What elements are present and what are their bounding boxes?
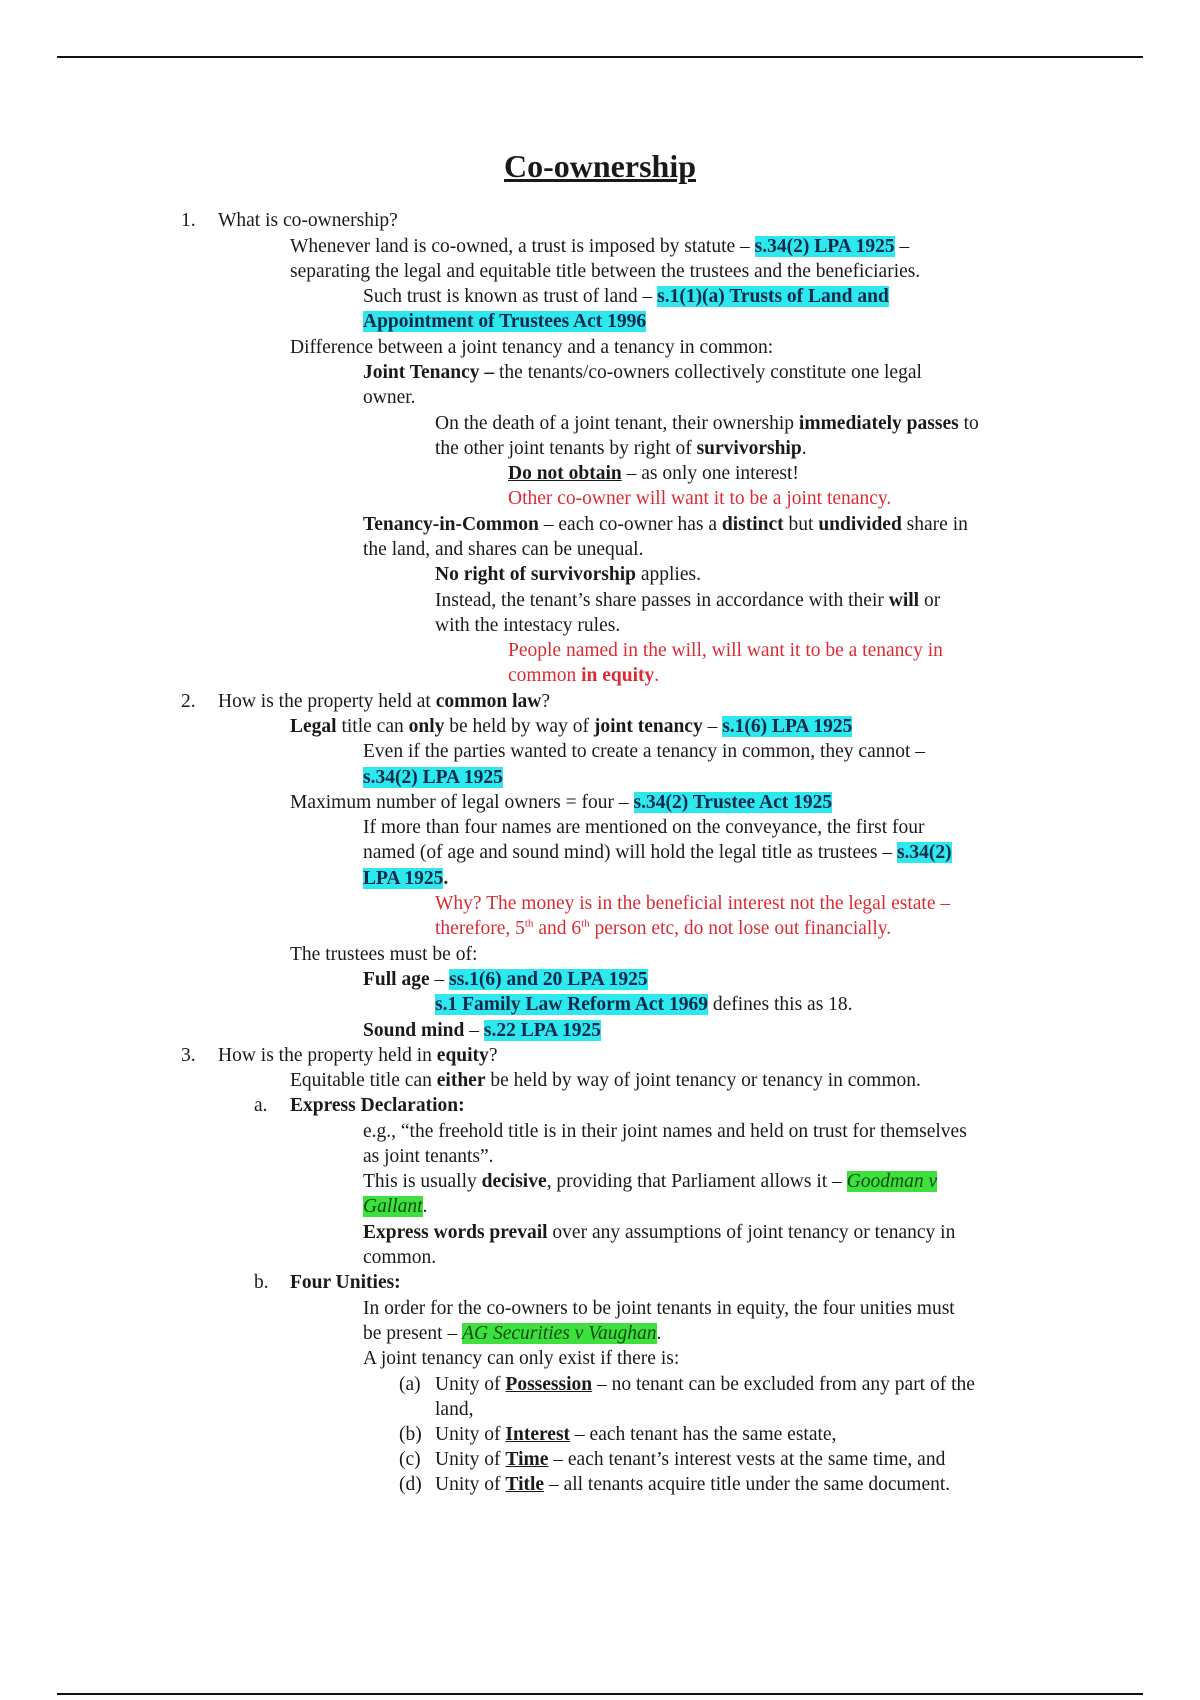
- list-marker: (d): [399, 1474, 422, 1495]
- term: Joint Tenancy –: [363, 362, 495, 383]
- paragraph: Even if the parties wanted to create a tenancy in common, they cannot –: [363, 741, 926, 762]
- paragraph: The trustees must be of:: [290, 944, 478, 965]
- paragraph: Joint Tenancy – the tenants/co-owners collectively constitute one legal: [363, 362, 922, 383]
- section-number: 2.: [181, 691, 196, 712]
- statute-ref: s.34(2): [896, 842, 952, 863]
- paragraph: This is usually decisive, providing that Parliament allows it – Goodman v: [363, 1171, 938, 1192]
- paragraph: Equitable title can either be held by way of joint tenancy or tenancy in common.: [290, 1070, 921, 1091]
- section-number: 3.: [181, 1045, 196, 1066]
- section-number: 1.: [181, 210, 196, 231]
- paragraph: Legal title can only be held by way of joint tenancy – s.1(6) LPA 1925: [290, 716, 853, 737]
- section-heading: How is the property held in equity?: [218, 1045, 498, 1066]
- red-note: Other co-owner will want it to be a joint tenancy.: [508, 488, 892, 509]
- paragraph: On the death of a joint tenant, their ownership immediately passes to: [435, 413, 979, 434]
- statute-ref: s.1(6) LPA 1925: [722, 716, 853, 737]
- paragraph: Full age – ss.1(6) and 20 LPA 1925: [363, 969, 648, 990]
- section-heading: How is the property held at common law?: [218, 691, 550, 712]
- paragraph: Express words prevail over any assumptions of joint tenancy or tenancy in: [363, 1222, 956, 1243]
- paragraph: with the intestacy rules.: [435, 615, 621, 636]
- paragraph: s.1 Family Law Reform Act 1969 defines this as 18.: [435, 994, 853, 1015]
- paragraph: be present – AG Securities v Vaughan.: [363, 1323, 662, 1344]
- statute-ref: s.22 LPA 1925: [483, 1020, 602, 1041]
- paragraph: A joint tenancy can only exist if there is:: [363, 1348, 680, 1369]
- statute-ref: s.1 Family Law Reform Act 1969: [435, 994, 708, 1015]
- paragraph: Such trust is known as trust of land – s.1(1)(a) Trusts of Land and: [363, 286, 889, 307]
- paragraph: the land, and shares can be unequal.: [363, 539, 644, 560]
- paragraph: In order for the co-owners to be joint tenants in equity, the four unities must: [363, 1298, 955, 1319]
- case-ref: Goodman v: [846, 1171, 938, 1192]
- list-marker: (b): [399, 1424, 422, 1445]
- header-rule: [57, 56, 1143, 58]
- list-item: Unity of Possession – no tenant can be excluded from any part of the: [435, 1374, 975, 1395]
- statute-ref: s.1(1)(a) Trusts of Land and: [657, 286, 889, 307]
- footer-rule: [57, 1693, 1143, 1695]
- list-item: Unity of Interest – each tenant has the same estate,: [435, 1424, 837, 1445]
- paragraph: Maximum number of legal owners = four – s.34(2) Trustee Act 1925: [290, 792, 833, 813]
- statute-ref: s.34(2) LPA 1925: [363, 767, 503, 788]
- page-title: Co-ownership: [503, 148, 696, 184]
- list-item: Unity of Title – all tenants acquire title under the same document.: [435, 1474, 951, 1495]
- red-note: People named in the will, will want it to be a tenancy in: [508, 640, 943, 661]
- paragraph: the other joint tenants by right of survivorship.: [435, 438, 807, 459]
- statute-ref: s.34(2) Trustee Act 1925: [633, 792, 833, 813]
- paragraph: Do not obtain – as only one interest!: [508, 463, 799, 484]
- paragraph: LPA 1925.: [363, 868, 449, 889]
- paragraph: as joint tenants”.: [363, 1146, 494, 1167]
- paragraph: Instead, the tenant’s share passes in accordance with their will or: [435, 590, 941, 611]
- subsection-heading: Four Unities:: [290, 1272, 401, 1293]
- paragraph: Gallant.: [363, 1196, 428, 1217]
- paragraph: If more than four names are mentioned on the conveyance, the first four: [363, 817, 925, 838]
- list-item: Unity of Time – each tenant’s interest vests at the same time, and: [435, 1449, 946, 1470]
- case-ref: Gallant: [363, 1196, 423, 1217]
- paragraph: separating the legal and equitable title between the trustees and the beneficiaries.: [290, 261, 921, 282]
- section-heading: What is co-ownership?: [218, 210, 398, 231]
- red-note: therefore, 5th and 6th person etc, do not lose out financially.: [435, 917, 892, 939]
- paragraph: [363, 309, 646, 334]
- paragraph: Sound mind – s.22 LPA 1925: [363, 1020, 602, 1041]
- statute-ref: s.34(2) LPA 1925: [754, 236, 895, 257]
- list-marker: (c): [399, 1449, 421, 1470]
- subsection-heading: Express Declaration:: [290, 1095, 465, 1116]
- red-note: common in equity.: [508, 665, 660, 686]
- statute-ref: ss.1(6) and 20 LPA 1925: [449, 969, 648, 990]
- statute-ref: LPA 1925: [363, 868, 444, 889]
- red-note: Why? The money is in the beneficial interest not the legal estate –: [435, 893, 951, 914]
- list-marker: (a): [399, 1374, 421, 1395]
- subsection-marker: a.: [254, 1095, 268, 1116]
- paragraph: common.: [363, 1247, 437, 1268]
- list-item-continuation: land,: [435, 1399, 474, 1420]
- paragraph: Whenever land is co-owned, a trust is imposed by statute – s.34(2) LPA 1925 –: [290, 236, 910, 257]
- subsection-marker: b.: [254, 1272, 269, 1293]
- paragraph: Difference between a joint tenancy and a tenancy in common:: [290, 337, 774, 358]
- paragraph: owner.: [363, 387, 416, 408]
- paragraph: Tenancy-in-Common – each co-owner has a distinct but undivided share in: [363, 514, 968, 535]
- term: Tenancy-in-Common: [363, 514, 539, 535]
- case-ref: AG Securities v Vaughan: [462, 1323, 657, 1344]
- statute-ref: Appointment of Trustees Act 1996: [363, 311, 647, 332]
- paragraph: named (of age and sound mind) will hold the legal title as trustees – s.34(2): [363, 842, 952, 863]
- paragraph: e.g., “the freehold title is in their joint names and held on trust for themselves: [363, 1121, 967, 1142]
- paragraph: No right of survivorship applies.: [435, 564, 701, 585]
- paragraph: [363, 765, 503, 790]
